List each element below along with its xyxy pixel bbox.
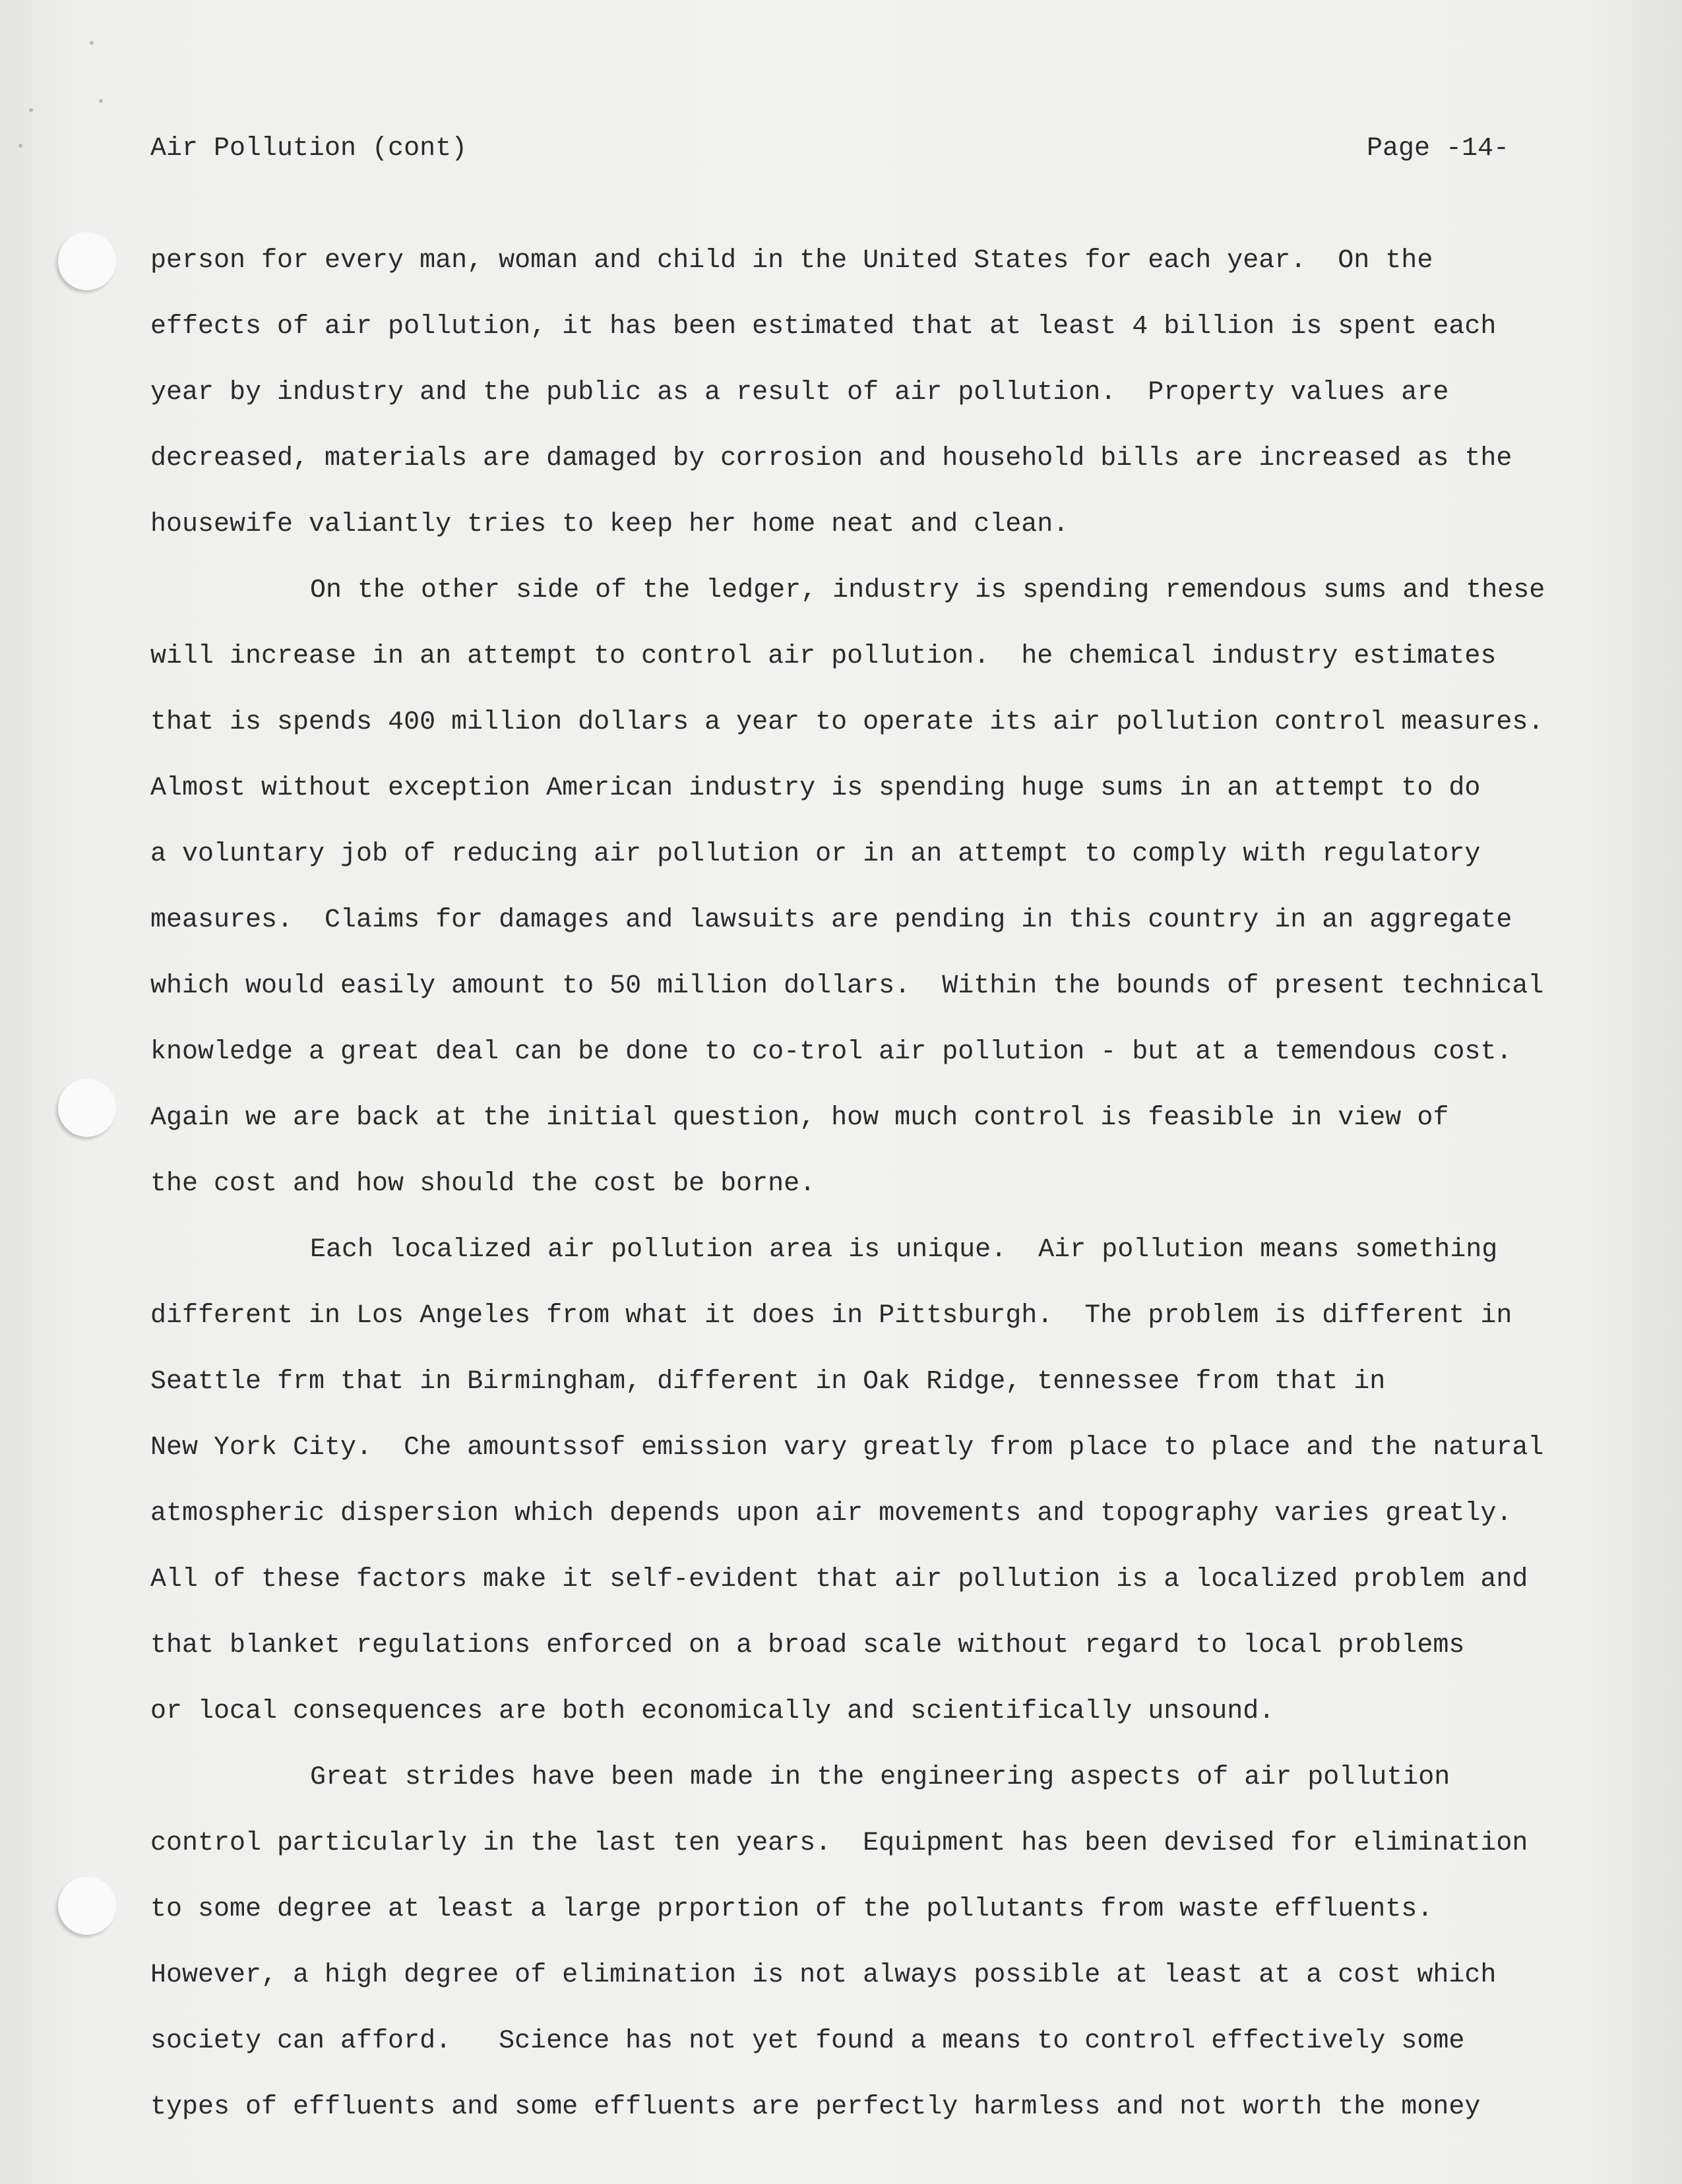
text-line: society can afford. Science has not yet found a means to control effectively some	[150, 2026, 1465, 2056]
text-line: the cost and how should the cost be borne.	[150, 1169, 816, 1199]
page-number: Page -14-	[1366, 134, 1509, 164]
text-line: However, a high degree of elimination is not always possible at least at a cost which	[150, 1960, 1497, 1990]
text-line: measures. Claims for damages and lawsuits are pending in this country in an aggregate	[150, 905, 1512, 935]
text-line: types of effluents and some effluents are perfectly harmless and not worth the money	[150, 2092, 1481, 2122]
text-line: New York City. Che amountssof emission vary greatly from place to place and the natural	[150, 1433, 1544, 1463]
paragraph-start-line: Great strides have been made in the engineering aspects of air pollution	[310, 1763, 1450, 1792]
text-line: Again we are back at the initial question, how much control is feasible in view of	[150, 1103, 1449, 1133]
text-line: year by industry and the public as a result of air pollution. Property values are	[150, 378, 1449, 408]
paper-speck	[18, 144, 22, 148]
text-line: control particularly in the last ten years. Equipment has been devised for elimination	[150, 1829, 1528, 1858]
paragraph-start-line: Each localized air pollution area is unique. Air pollution means something	[310, 1235, 1498, 1265]
text-line: knowledge a great deal can be done to co-trol air pollution - but at a temendous cost.	[150, 1037, 1512, 1067]
text-line: housewife valiantly tries to keep her home neat and clean.	[150, 510, 1069, 539]
punch-hole-bottom	[58, 1877, 116, 1935]
document-title: Air Pollution (cont)	[150, 134, 468, 164]
text-line: Seattle frm that in Birmingham, different in Oak Ridge, tennessee from that in	[150, 1367, 1386, 1397]
paper-speck	[29, 108, 33, 112]
text-line: will increase in an attempt to control air pollution. he chemical industry estimates	[150, 642, 1497, 671]
body-text	[150, 228, 1628, 2140]
punch-hole-middle	[58, 1079, 116, 1137]
text-line: atmospheric dispersion which depends upon air movements and topography varies greatly.	[150, 1499, 1512, 1529]
text-line: effects of air pollution, it has been estimated that at least 4 billion is spent each	[150, 312, 1497, 342]
paragraph-start-line: On the other side of the ledger, industry is spending remendous sums and these	[310, 576, 1545, 605]
text-line: decreased, materials are damaged by corrosion and household bills are increased as the	[150, 444, 1512, 473]
text-line: person for every man, woman and child in the United States for each year. On the	[150, 246, 1433, 276]
text-line: or local consequences are both economically and scientifically unsound.	[150, 1697, 1275, 1726]
text-line: Almost without exception American industry is spending huge sums in an attempt to do	[150, 774, 1481, 803]
text-line: different in Los Angeles from what it does in Pittsburgh. The problem is different in	[150, 1301, 1512, 1331]
text-line: that blanket regulations enforced on a broad scale without regard to local problems	[150, 1631, 1465, 1660]
text-line: All of these factors make it self-evident that air pollution is a localized problem and	[150, 1565, 1528, 1594]
punch-hole-top	[58, 232, 116, 290]
text-line: to some degree at least a large prportion of the pollutants from waste effluents.	[150, 1895, 1433, 1924]
page-header	[150, 129, 1509, 169]
paper-speck	[99, 99, 103, 103]
text-line: a voluntary job of reducing air pollution or in an attempt to comply with regulatory	[150, 839, 1481, 869]
paper-speck	[90, 41, 94, 45]
text-line: which would easily amount to 50 million dollars. Within the bounds of present technical	[150, 971, 1544, 1001]
text-line: that is spends 400 million dollars a year to operate its air pollution control measures.	[150, 708, 1544, 737]
